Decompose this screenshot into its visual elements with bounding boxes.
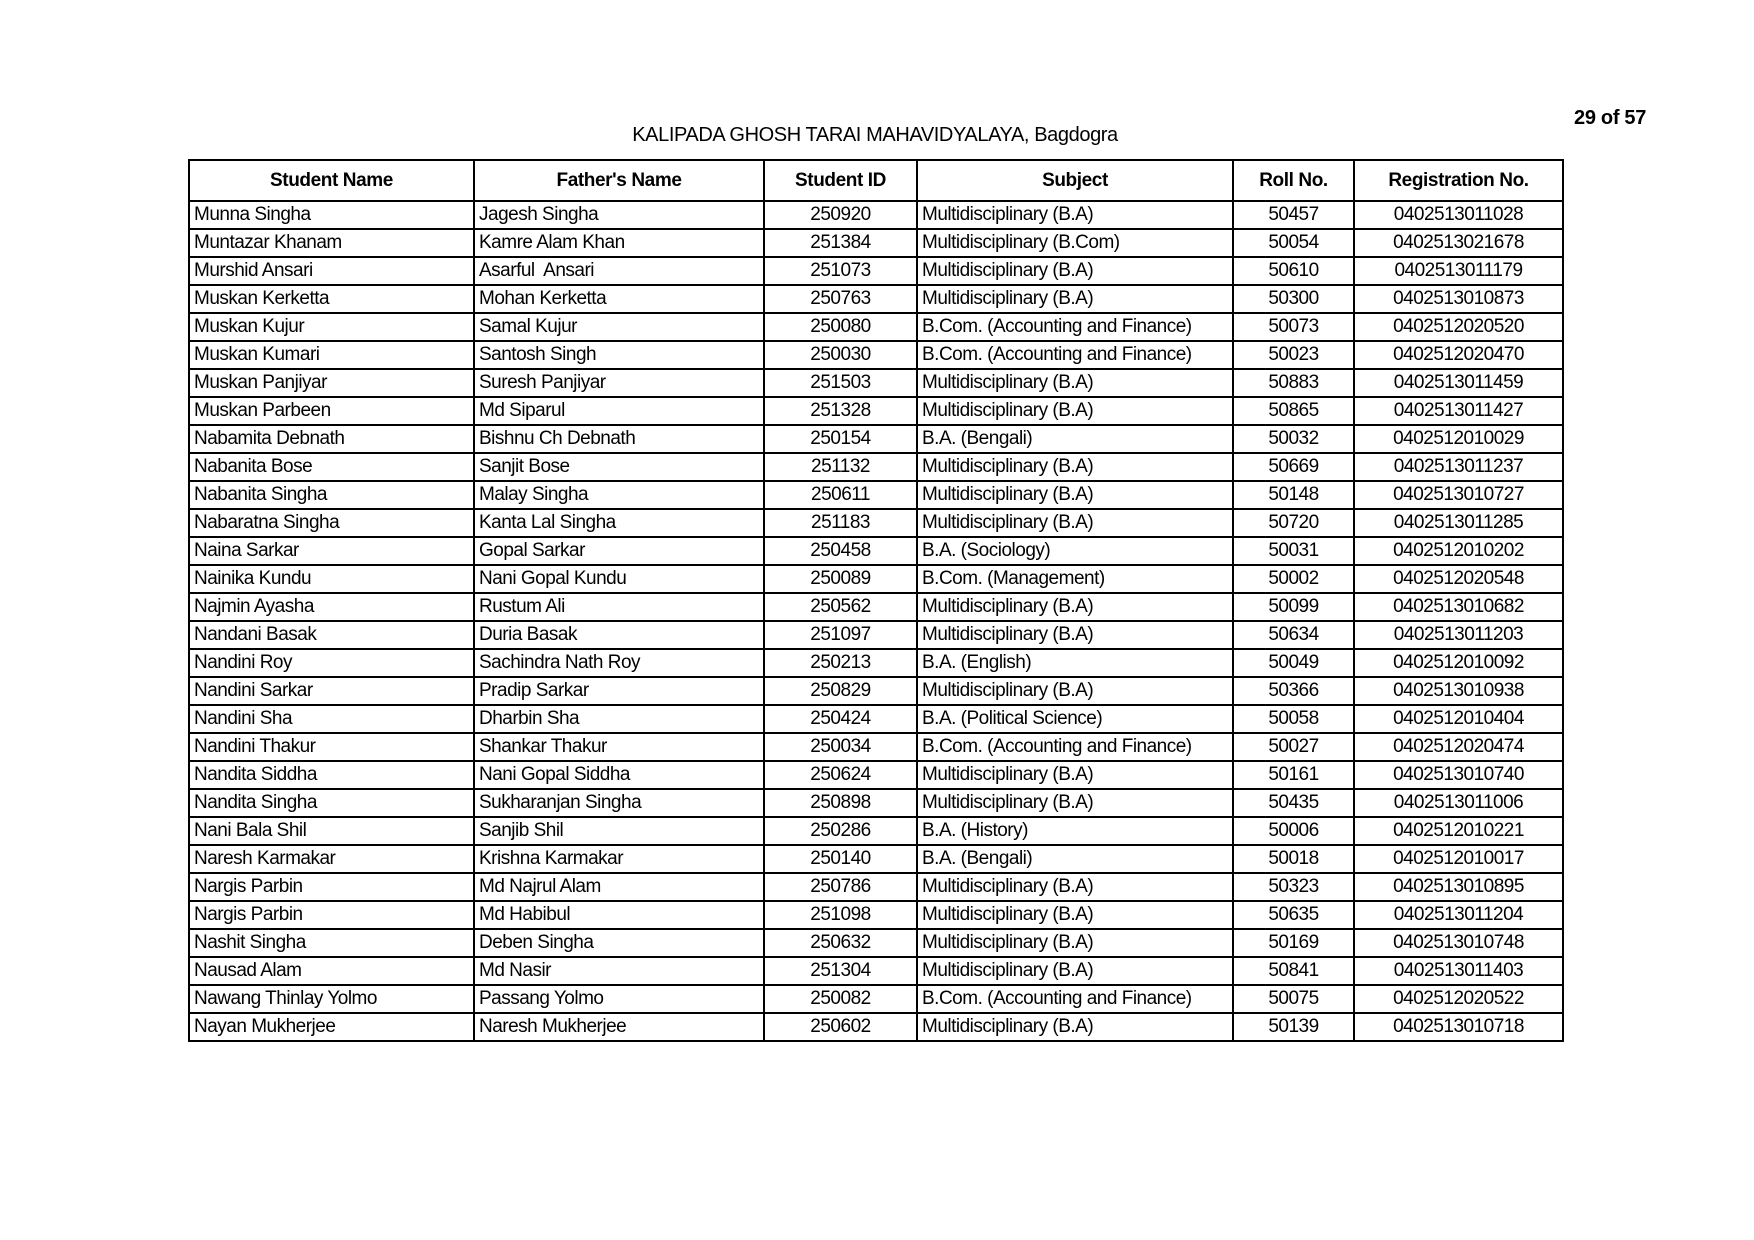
cell-fathers-name: Kanta Lal Singha bbox=[474, 509, 764, 537]
cell-registration-no: 0402513011285 bbox=[1354, 509, 1563, 537]
cell-fathers-name: Santosh Singh bbox=[474, 341, 764, 369]
cell-registration-no: 0402512010092 bbox=[1354, 649, 1563, 677]
cell-student-name: Nani Bala Shil bbox=[189, 817, 474, 845]
cell-roll-no: 50883 bbox=[1233, 369, 1354, 397]
cell-registration-no: 0402512010202 bbox=[1354, 537, 1563, 565]
cell-student-id: 251328 bbox=[764, 397, 917, 425]
cell-subject: Multidisciplinary (B.A) bbox=[917, 285, 1233, 313]
cell-subject: B.A. (Bengali) bbox=[917, 845, 1233, 873]
cell-registration-no: 0402512020470 bbox=[1354, 341, 1563, 369]
cell-student-name: Naresh Karmakar bbox=[189, 845, 474, 873]
cell-subject: B.Com. (Accounting and Finance) bbox=[917, 733, 1233, 761]
cell-subject: Multidisciplinary (B.A) bbox=[917, 873, 1233, 901]
cell-fathers-name: Suresh Panjiyar bbox=[474, 369, 764, 397]
table-row bbox=[189, 537, 1563, 565]
cell-roll-no: 50099 bbox=[1233, 593, 1354, 621]
header-fathers-name: Father's Name bbox=[474, 160, 764, 201]
cell-roll-no: 50323 bbox=[1233, 873, 1354, 901]
cell-student-name: Nandita Singha bbox=[189, 789, 474, 817]
cell-registration-no: 0402512010017 bbox=[1354, 845, 1563, 873]
cell-fathers-name: Md Siparul bbox=[474, 397, 764, 425]
cell-student-id: 250213 bbox=[764, 649, 917, 677]
cell-roll-no: 50457 bbox=[1233, 201, 1354, 229]
cell-student-id: 251503 bbox=[764, 369, 917, 397]
cell-registration-no: 0402512020548 bbox=[1354, 565, 1563, 593]
cell-student-id: 251304 bbox=[764, 957, 917, 985]
header-student-name: Student Name bbox=[189, 160, 474, 201]
cell-registration-no: 0402512010029 bbox=[1354, 425, 1563, 453]
cell-fathers-name: Mohan Kerketta bbox=[474, 285, 764, 313]
cell-student-id: 250286 bbox=[764, 817, 917, 845]
cell-student-id: 251097 bbox=[764, 621, 917, 649]
cell-roll-no: 50634 bbox=[1233, 621, 1354, 649]
cell-fathers-name: Md Nasir bbox=[474, 957, 764, 985]
table-row bbox=[189, 733, 1563, 761]
table-row bbox=[189, 593, 1563, 621]
table-row bbox=[189, 817, 1563, 845]
cell-student-name: Naina Sarkar bbox=[189, 537, 474, 565]
cell-subject: B.Com. (Accounting and Finance) bbox=[917, 313, 1233, 341]
cell-fathers-name: Passang Yolmo bbox=[474, 985, 764, 1013]
cell-student-name: Muskan Parbeen bbox=[189, 397, 474, 425]
cell-student-name: Najmin Ayasha bbox=[189, 593, 474, 621]
cell-roll-no: 50049 bbox=[1233, 649, 1354, 677]
cell-fathers-name: Md Habibul bbox=[474, 901, 764, 929]
cell-registration-no: 0402513010740 bbox=[1354, 761, 1563, 789]
cell-roll-no: 50073 bbox=[1233, 313, 1354, 341]
table-row bbox=[189, 873, 1563, 901]
cell-roll-no: 50148 bbox=[1233, 481, 1354, 509]
table-row bbox=[189, 453, 1563, 481]
table-row bbox=[189, 257, 1563, 285]
cell-registration-no: 0402513011204 bbox=[1354, 901, 1563, 929]
cell-registration-no: 0402513011028 bbox=[1354, 201, 1563, 229]
cell-student-name: Nargis Parbin bbox=[189, 873, 474, 901]
cell-subject: B.A. (History) bbox=[917, 817, 1233, 845]
cell-roll-no: 50169 bbox=[1233, 929, 1354, 957]
cell-registration-no: 0402513010938 bbox=[1354, 677, 1563, 705]
cell-roll-no: 50366 bbox=[1233, 677, 1354, 705]
cell-student-name: Nawang Thinlay Yolmo bbox=[189, 985, 474, 1013]
cell-fathers-name: Jagesh Singha bbox=[474, 201, 764, 229]
cell-registration-no: 0402513011006 bbox=[1354, 789, 1563, 817]
cell-subject: Multidisciplinary (B.Com) bbox=[917, 229, 1233, 257]
cell-student-id: 250920 bbox=[764, 201, 917, 229]
table-row bbox=[189, 901, 1563, 929]
cell-subject: Multidisciplinary (B.A) bbox=[917, 677, 1233, 705]
page-indicator: 29 of 57 bbox=[1574, 107, 1647, 129]
cell-fathers-name: Samal Kujur bbox=[474, 313, 764, 341]
cell-fathers-name: Malay Singha bbox=[474, 481, 764, 509]
cell-subject: Multidisciplinary (B.A) bbox=[917, 621, 1233, 649]
cell-student-id: 250624 bbox=[764, 761, 917, 789]
cell-registration-no: 0402513011427 bbox=[1354, 397, 1563, 425]
table-body bbox=[189, 201, 1563, 1041]
cell-fathers-name: Md Najrul Alam bbox=[474, 873, 764, 901]
cell-roll-no: 50032 bbox=[1233, 425, 1354, 453]
cell-registration-no: 0402512020474 bbox=[1354, 733, 1563, 761]
table-row bbox=[189, 285, 1563, 313]
cell-subject: Multidisciplinary (B.A) bbox=[917, 957, 1233, 985]
cell-registration-no: 0402513010873 bbox=[1354, 285, 1563, 313]
cell-student-name: Munna Singha bbox=[189, 201, 474, 229]
table-row bbox=[189, 1013, 1563, 1041]
cell-roll-no: 50669 bbox=[1233, 453, 1354, 481]
cell-subject: Multidisciplinary (B.A) bbox=[917, 929, 1233, 957]
cell-roll-no: 50865 bbox=[1233, 397, 1354, 425]
cell-registration-no: 0402512020520 bbox=[1354, 313, 1563, 341]
table-row bbox=[189, 313, 1563, 341]
cell-student-id: 250140 bbox=[764, 845, 917, 873]
cell-student-id: 250089 bbox=[764, 565, 917, 593]
table-row bbox=[189, 341, 1563, 369]
cell-registration-no: 0402513010748 bbox=[1354, 929, 1563, 957]
cell-student-id: 250080 bbox=[764, 313, 917, 341]
cell-registration-no: 0402512010404 bbox=[1354, 705, 1563, 733]
cell-roll-no: 50027 bbox=[1233, 733, 1354, 761]
header-student-id: Student ID bbox=[764, 160, 917, 201]
cell-fathers-name: Dharbin Sha bbox=[474, 705, 764, 733]
cell-student-id: 250424 bbox=[764, 705, 917, 733]
cell-student-id: 250154 bbox=[764, 425, 917, 453]
cell-student-id: 251384 bbox=[764, 229, 917, 257]
header-subject: Subject bbox=[917, 160, 1233, 201]
cell-roll-no: 50139 bbox=[1233, 1013, 1354, 1041]
table-header-row bbox=[189, 160, 1563, 201]
cell-roll-no: 50058 bbox=[1233, 705, 1354, 733]
cell-student-id: 250611 bbox=[764, 481, 917, 509]
header-roll-no: Roll No. bbox=[1233, 160, 1354, 201]
cell-student-name: Nargis Parbin bbox=[189, 901, 474, 929]
cell-student-id: 250562 bbox=[764, 593, 917, 621]
cell-student-name: Nabanita Singha bbox=[189, 481, 474, 509]
cell-student-name: Muskan Kerketta bbox=[189, 285, 474, 313]
cell-roll-no: 50610 bbox=[1233, 257, 1354, 285]
cell-fathers-name: Deben Singha bbox=[474, 929, 764, 957]
cell-registration-no: 0402513011203 bbox=[1354, 621, 1563, 649]
cell-registration-no: 0402512010221 bbox=[1354, 817, 1563, 845]
table-row bbox=[189, 201, 1563, 229]
cell-subject: Multidisciplinary (B.A) bbox=[917, 593, 1233, 621]
cell-roll-no: 50002 bbox=[1233, 565, 1354, 593]
cell-student-name: Nashit Singha bbox=[189, 929, 474, 957]
cell-registration-no: 0402513021678 bbox=[1354, 229, 1563, 257]
cell-student-name: Nandini Sha bbox=[189, 705, 474, 733]
cell-roll-no: 50720 bbox=[1233, 509, 1354, 537]
cell-fathers-name: Duria Basak bbox=[474, 621, 764, 649]
table-row bbox=[189, 985, 1563, 1013]
cell-subject: Multidisciplinary (B.A) bbox=[917, 369, 1233, 397]
table-row bbox=[189, 845, 1563, 873]
cell-student-id: 250763 bbox=[764, 285, 917, 313]
table-row bbox=[189, 705, 1563, 733]
cell-subject: B.Com. (Management) bbox=[917, 565, 1233, 593]
cell-student-id: 250082 bbox=[764, 985, 917, 1013]
cell-fathers-name: Nani Gopal Kundu bbox=[474, 565, 764, 593]
cell-subject: B.Com. (Accounting and Finance) bbox=[917, 341, 1233, 369]
cell-subject: Multidisciplinary (B.A) bbox=[917, 257, 1233, 285]
cell-subject: B.A. (Bengali) bbox=[917, 425, 1233, 453]
cell-student-name: Murshid Ansari bbox=[189, 257, 474, 285]
cell-student-name: Muskan Panjiyar bbox=[189, 369, 474, 397]
cell-registration-no: 0402513010727 bbox=[1354, 481, 1563, 509]
cell-fathers-name: Sanjit Bose bbox=[474, 453, 764, 481]
table-row bbox=[189, 425, 1563, 453]
cell-registration-no: 0402513010682 bbox=[1354, 593, 1563, 621]
cell-roll-no: 50161 bbox=[1233, 761, 1354, 789]
cell-subject: Multidisciplinary (B.A) bbox=[917, 201, 1233, 229]
cell-registration-no: 0402513011237 bbox=[1354, 453, 1563, 481]
table-row bbox=[189, 677, 1563, 705]
table-row bbox=[189, 397, 1563, 425]
cell-roll-no: 50075 bbox=[1233, 985, 1354, 1013]
cell-student-id: 250030 bbox=[764, 341, 917, 369]
cell-registration-no: 0402513011459 bbox=[1354, 369, 1563, 397]
cell-fathers-name: Rustum Ali bbox=[474, 593, 764, 621]
cell-fathers-name: Pradip Sarkar bbox=[474, 677, 764, 705]
cell-roll-no: 50841 bbox=[1233, 957, 1354, 985]
table-row bbox=[189, 929, 1563, 957]
cell-roll-no: 50635 bbox=[1233, 901, 1354, 929]
cell-subject: Multidisciplinary (B.A) bbox=[917, 901, 1233, 929]
cell-subject: Multidisciplinary (B.A) bbox=[917, 761, 1233, 789]
cell-student-name: Nandini Roy bbox=[189, 649, 474, 677]
cell-student-name: Nausad Alam bbox=[189, 957, 474, 985]
cell-student-id: 250786 bbox=[764, 873, 917, 901]
cell-fathers-name: Shankar Thakur bbox=[474, 733, 764, 761]
cell-fathers-name: Naresh Mukherjee bbox=[474, 1013, 764, 1041]
cell-registration-no: 0402512020522 bbox=[1354, 985, 1563, 1013]
cell-student-id: 251073 bbox=[764, 257, 917, 285]
cell-student-id: 250829 bbox=[764, 677, 917, 705]
table-row bbox=[189, 789, 1563, 817]
cell-roll-no: 50018 bbox=[1233, 845, 1354, 873]
table-row bbox=[189, 565, 1563, 593]
cell-registration-no: 0402513010718 bbox=[1354, 1013, 1563, 1041]
cell-roll-no: 50435 bbox=[1233, 789, 1354, 817]
cell-student-id: 250458 bbox=[764, 537, 917, 565]
document-title: KALIPADA GHOSH TARAI MAHAVIDYALAYA, Bagdogra bbox=[632, 124, 1118, 146]
cell-fathers-name: Gopal Sarkar bbox=[474, 537, 764, 565]
cell-fathers-name: Asarful Ansari bbox=[474, 257, 764, 285]
cell-student-id: 251183 bbox=[764, 509, 917, 537]
table-row bbox=[189, 229, 1563, 257]
cell-fathers-name: Krishna Karmakar bbox=[474, 845, 764, 873]
cell-fathers-name: Nani Gopal Siddha bbox=[474, 761, 764, 789]
table-row bbox=[189, 621, 1563, 649]
cell-student-name: Nayan Mukherjee bbox=[189, 1013, 474, 1041]
table-row bbox=[189, 957, 1563, 985]
cell-subject: B.A. (Political Science) bbox=[917, 705, 1233, 733]
cell-student-name: Nainika Kundu bbox=[189, 565, 474, 593]
cell-roll-no: 50054 bbox=[1233, 229, 1354, 257]
cell-roll-no: 50006 bbox=[1233, 817, 1354, 845]
cell-student-name: Nandani Basak bbox=[189, 621, 474, 649]
cell-roll-no: 50023 bbox=[1233, 341, 1354, 369]
cell-student-id: 251132 bbox=[764, 453, 917, 481]
cell-student-name: Nandini Thakur bbox=[189, 733, 474, 761]
table-row bbox=[189, 481, 1563, 509]
cell-subject: Multidisciplinary (B.A) bbox=[917, 509, 1233, 537]
cell-student-id: 250034 bbox=[764, 733, 917, 761]
cell-student-id: 251098 bbox=[764, 901, 917, 929]
table-row bbox=[189, 509, 1563, 537]
cell-student-id: 250602 bbox=[764, 1013, 917, 1041]
cell-student-id: 250898 bbox=[764, 789, 917, 817]
table-row bbox=[189, 761, 1563, 789]
student-roster-table bbox=[188, 159, 1564, 1042]
header-registration-no: Registration No. bbox=[1354, 160, 1563, 201]
cell-roll-no: 50031 bbox=[1233, 537, 1354, 565]
cell-student-name: Nandita Siddha bbox=[189, 761, 474, 789]
table-row bbox=[189, 649, 1563, 677]
cell-fathers-name: Sukharanjan Singha bbox=[474, 789, 764, 817]
cell-subject: B.A. (English) bbox=[917, 649, 1233, 677]
cell-registration-no: 0402513011179 bbox=[1354, 257, 1563, 285]
cell-subject: Multidisciplinary (B.A) bbox=[917, 481, 1233, 509]
cell-registration-no: 0402513010895 bbox=[1354, 873, 1563, 901]
cell-student-name: Nabaratna Singha bbox=[189, 509, 474, 537]
cell-subject: B.Com. (Accounting and Finance) bbox=[917, 985, 1233, 1013]
cell-fathers-name: Kamre Alam Khan bbox=[474, 229, 764, 257]
cell-fathers-name: Bishnu Ch Debnath bbox=[474, 425, 764, 453]
cell-student-name: Muskan Kumari bbox=[189, 341, 474, 369]
cell-roll-no: 50300 bbox=[1233, 285, 1354, 313]
cell-student-name: Nabamita Debnath bbox=[189, 425, 474, 453]
cell-subject: Multidisciplinary (B.A) bbox=[917, 453, 1233, 481]
cell-student-name: Muntazar Khanam bbox=[189, 229, 474, 257]
cell-fathers-name: Sachindra Nath Roy bbox=[474, 649, 764, 677]
cell-subject: Multidisciplinary (B.A) bbox=[917, 397, 1233, 425]
cell-student-id: 250632 bbox=[764, 929, 917, 957]
cell-subject: B.A. (Sociology) bbox=[917, 537, 1233, 565]
cell-student-name: Muskan Kujur bbox=[189, 313, 474, 341]
cell-student-name: Nabanita Bose bbox=[189, 453, 474, 481]
cell-registration-no: 0402513011403 bbox=[1354, 957, 1563, 985]
table-row bbox=[189, 369, 1563, 397]
cell-subject: Multidisciplinary (B.A) bbox=[917, 789, 1233, 817]
cell-fathers-name: Sanjib Shil bbox=[474, 817, 764, 845]
cell-student-name: Nandini Sarkar bbox=[189, 677, 474, 705]
cell-subject: Multidisciplinary (B.A) bbox=[917, 1013, 1233, 1041]
